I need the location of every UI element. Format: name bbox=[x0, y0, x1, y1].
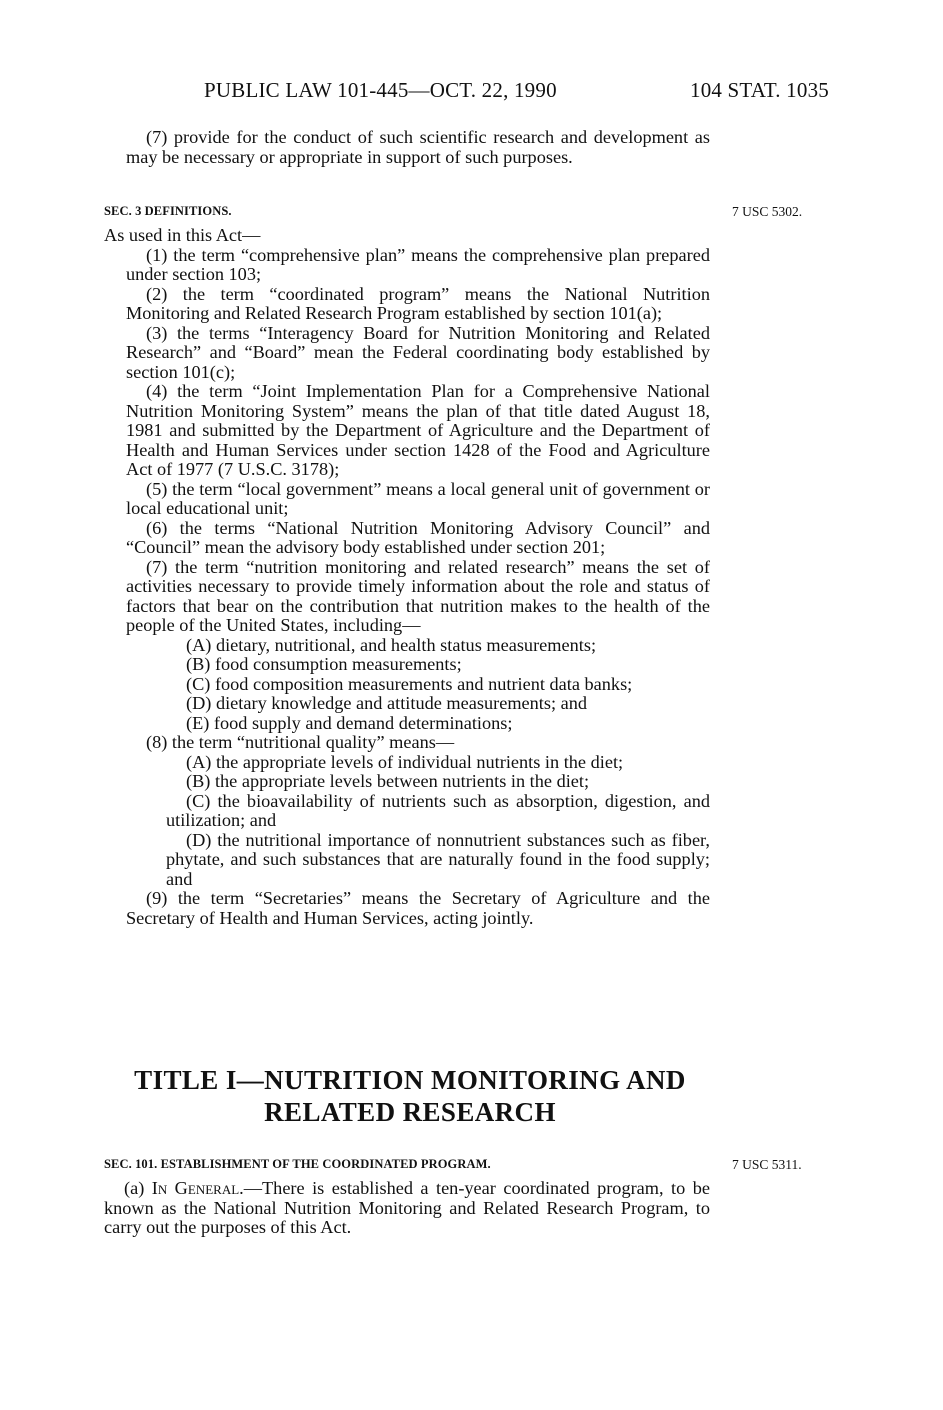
paragraph-a-text: .—There is established a ten-year coordinated program, to be known as the National Nutrition Monitoring and Related Research Program, to carry out the purposes of this Act. bbox=[104, 1178, 710, 1237]
section-101-heading: SEC. 101. ESTABLISHMENT OF THE COORDINATED PROGRAM. bbox=[104, 1157, 491, 1171]
margin-citation-5311: 7 USC 5311. bbox=[732, 1157, 802, 1172]
item7-sub-d: (D) dietary knowledge and attitude measurements; and bbox=[186, 693, 588, 713]
running-header-page-number: 104 STAT. 1035 bbox=[690, 78, 829, 102]
section-3-intro: As used in this Act— bbox=[104, 225, 261, 245]
title-line-2: RELATED RESEARCH bbox=[264, 1097, 556, 1127]
item7-sub-e: (E) food supply and demand determinations; bbox=[186, 712, 513, 733]
definition-item-2: (2) the term “coordinated program” means the National Nutrition Monitoring and Related Research Program established by section 101(a); bbox=[126, 283, 710, 323]
running-header-title: PUBLIC LAW 101-445—OCT. 22, 1990 bbox=[204, 78, 557, 102]
section-101-body bbox=[104, 1179, 710, 1238]
definition-item-1: (1) the term “comprehensive plan” means the comprehensive plan prepared under section 103; bbox=[126, 244, 710, 284]
definition-item-8: (8) the term “nutritional quality” means— bbox=[146, 732, 455, 752]
definition-item-6: (6) the terms “National Nutrition Monitoring Advisory Council” and “Council” mean the advisory body established under section 201; bbox=[126, 517, 710, 557]
item7-sub-a: (A) dietary, nutritional, and health status measurements; bbox=[186, 634, 597, 655]
item8-sub-c: (C) the bioavailability of nutrients such as absorption, digestion, and utilization; and bbox=[166, 790, 710, 830]
section-3-body bbox=[104, 226, 710, 928]
top-paragraph-block bbox=[126, 128, 710, 167]
paragraph-a-heading: In General bbox=[151, 1178, 240, 1198]
item8-sub-a: (A) the appropriate levels of individual nutrients in the diet; bbox=[186, 751, 624, 772]
definition-item-9: (9) the term “Secretaries” means the Secretary of Agriculture and the Secretary of Health and Human Services, acting jointly. bbox=[126, 888, 710, 928]
title-heading bbox=[100, 1064, 720, 1128]
paragraph-a-label: (a) bbox=[124, 1178, 152, 1198]
margin-citation-5302: 7 USC 5302. bbox=[732, 204, 803, 219]
definition-item-3: (3) the terms “Interagency Board for Nutrition Monitoring and Related Research” and “Board” mean the Federal coordinating body established by section 101(c); bbox=[126, 322, 710, 382]
section-3-heading: SEC. 3 DEFINITIONS. bbox=[104, 204, 232, 218]
title-line-1: TITLE I—NUTRITION MONITORING AND bbox=[134, 1065, 686, 1095]
definition-item-7: (7) the term “nutrition monitoring and related research” means the set of activities necessary to provide timely information about the role and status of factors that bear on the contribution that nutrition makes to the health of the people of the United States, including— bbox=[126, 556, 710, 635]
item7-sub-c: (C) food composition measurements and nutrient data banks; bbox=[186, 673, 633, 694]
definition-item-5: (5) the term “local government” means a local general unit of government or local educational unit; bbox=[126, 478, 710, 518]
item7-sub-b: (B) food consumption measurements; bbox=[186, 654, 462, 674]
item8-sub-d: (D) the nutritional importance of nonnutrient substances such as fiber, phytate, and such substances that are naturally found in the food supply; and bbox=[166, 829, 710, 889]
item8-sub-b: (B) the appropriate levels between nutrients in the diet; bbox=[186, 771, 590, 791]
definition-item-4: (4) the term “Joint Implementation Plan for a Comprehensive National Nutrition Monitoring System” means the plan of that title dated August 18, 1981 and submitted by the Department of Agriculture and the Department of Health and Human Services under section 1428 of the Food and Agriculture Act of 1977 (7 U.S.C. 3178); bbox=[126, 381, 710, 479]
paragraph-purpose-7: (7) provide for the conduct of such scientific research and development as may be necessary or appropriate in support of such purposes. bbox=[126, 127, 710, 167]
section-101-paragraph-a bbox=[104, 1179, 710, 1238]
